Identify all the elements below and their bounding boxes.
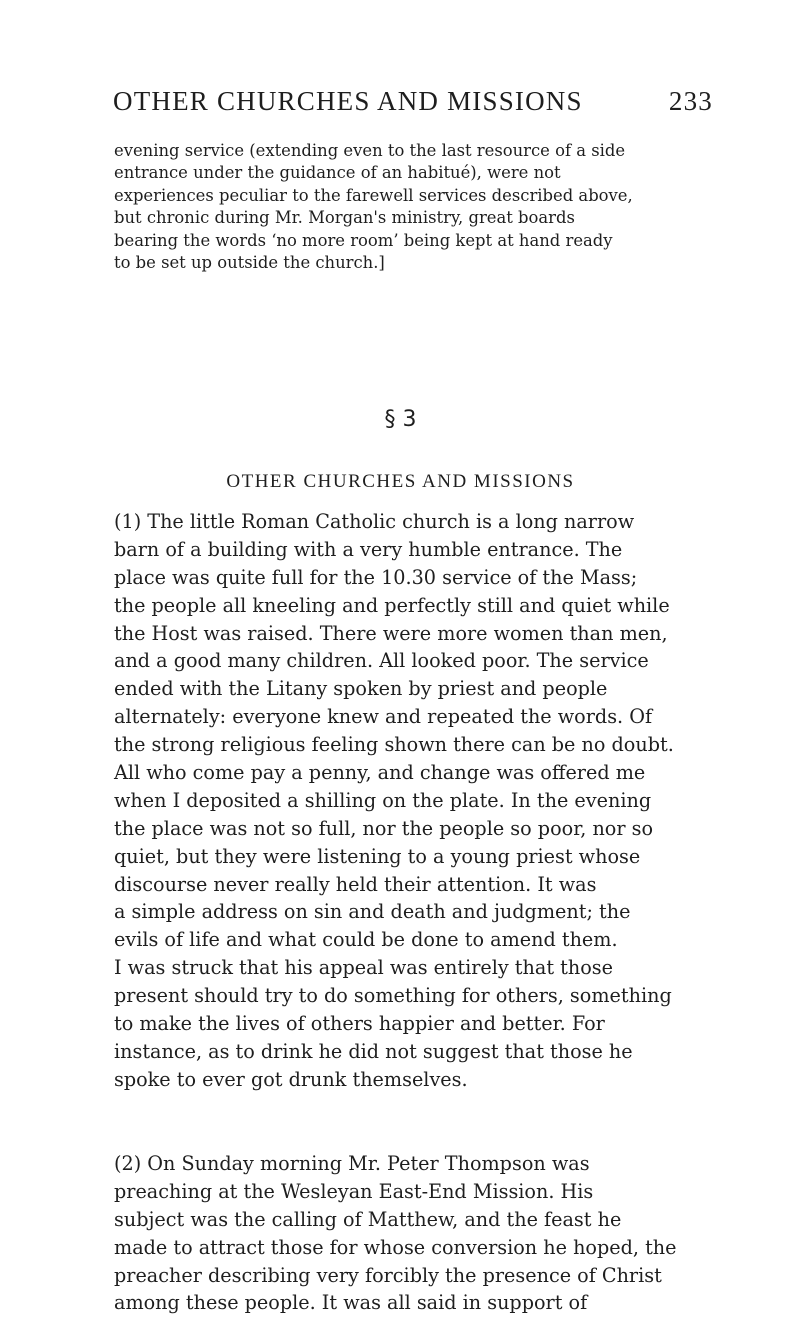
text-line: barn of a building with a very humble entrance. The	[114, 537, 623, 561]
text-line: to make the lives of others happier and better. For	[114, 1012, 605, 1036]
text-line: the strong religious feeling shown there can be no doubt.	[114, 733, 674, 757]
text-line: and a good many children. All looked poor. The service	[114, 649, 649, 673]
text-line: to be set up outside the church.]	[114, 252, 385, 272]
text-line: made to attract those for whose conversion he hoped, the	[114, 1235, 677, 1259]
text-line: ended with the Litany spoken by priest and people	[114, 677, 608, 701]
text-line: preacher describing very forcibly the presence of Christ	[114, 1263, 662, 1287]
text-line: entrance under the guidance of an habitué), were not	[114, 163, 561, 183]
carryover-paragraph	[114, 140, 690, 274]
page-number: 233	[668, 86, 713, 116]
text-line: evils of life and what could be done to amend them.	[114, 928, 618, 952]
text-line: (2) On Sunday morning Mr. Peter Thompson was	[114, 1152, 590, 1175]
text-line: instance, as to drink he did not suggest that those he	[114, 1039, 633, 1063]
paragraph-roman-catholic-church	[114, 508, 690, 1094]
section-number: § 3	[384, 407, 417, 432]
text-line: (1) The little Roman Catholic church is a long narrow	[114, 510, 635, 533]
text-line: place was quite full for the 10.30 service of the Mass;	[114, 565, 638, 589]
text-line: the place was not so full, nor the people so poor, nor so	[114, 816, 654, 840]
text-line: present should try to do something for others, something	[114, 984, 672, 1008]
text-line: when I deposited a shilling on the plate. In the evening	[114, 788, 652, 812]
text-line: a simple address on sin and death and judgment; the	[114, 900, 631, 924]
text-line: subject was the calling of Matthew, and the feast he	[114, 1207, 622, 1231]
text-line: bearing the words ‘no more room’ being kept at hand ready	[114, 230, 613, 250]
text-line: All who come pay a penny, and change was offered me	[114, 761, 646, 785]
text-line: the people all kneeling and perfectly still and quiet while	[114, 593, 670, 617]
running-head	[113, 86, 713, 126]
text-line: quiet, but they were listening to a young priest whose	[114, 844, 641, 868]
text-line: preaching at the Wesleyan East-End Mission. His	[114, 1179, 594, 1203]
text-line: discourse never really held their attention. It was	[114, 872, 597, 896]
text-line: experiences peculiar to the farewell services described above,	[114, 185, 633, 205]
text-line: the Host was raised. There were more women than men,	[114, 621, 668, 645]
text-line: evening service (extending even to the last resource of a side	[114, 141, 626, 160]
text-line: among these people. It was all said in support of	[114, 1291, 588, 1315]
section-heading: OTHER CHURCHES AND MISSIONS	[226, 471, 575, 492]
paragraph-wesleyan-mission	[114, 1150, 690, 1317]
text-line: I was struck that his appeal was entirely that those	[114, 956, 613, 980]
text-line: alternately: everyone knew and repeated the words. Of	[114, 705, 653, 729]
running-title: OTHER CHURCHES AND MISSIONS	[113, 86, 583, 116]
text-line: but chronic during Mr. Morgan's ministry, great boards	[114, 208, 575, 228]
text-line: spoke to ever got drunk themselves.	[114, 1067, 468, 1091]
